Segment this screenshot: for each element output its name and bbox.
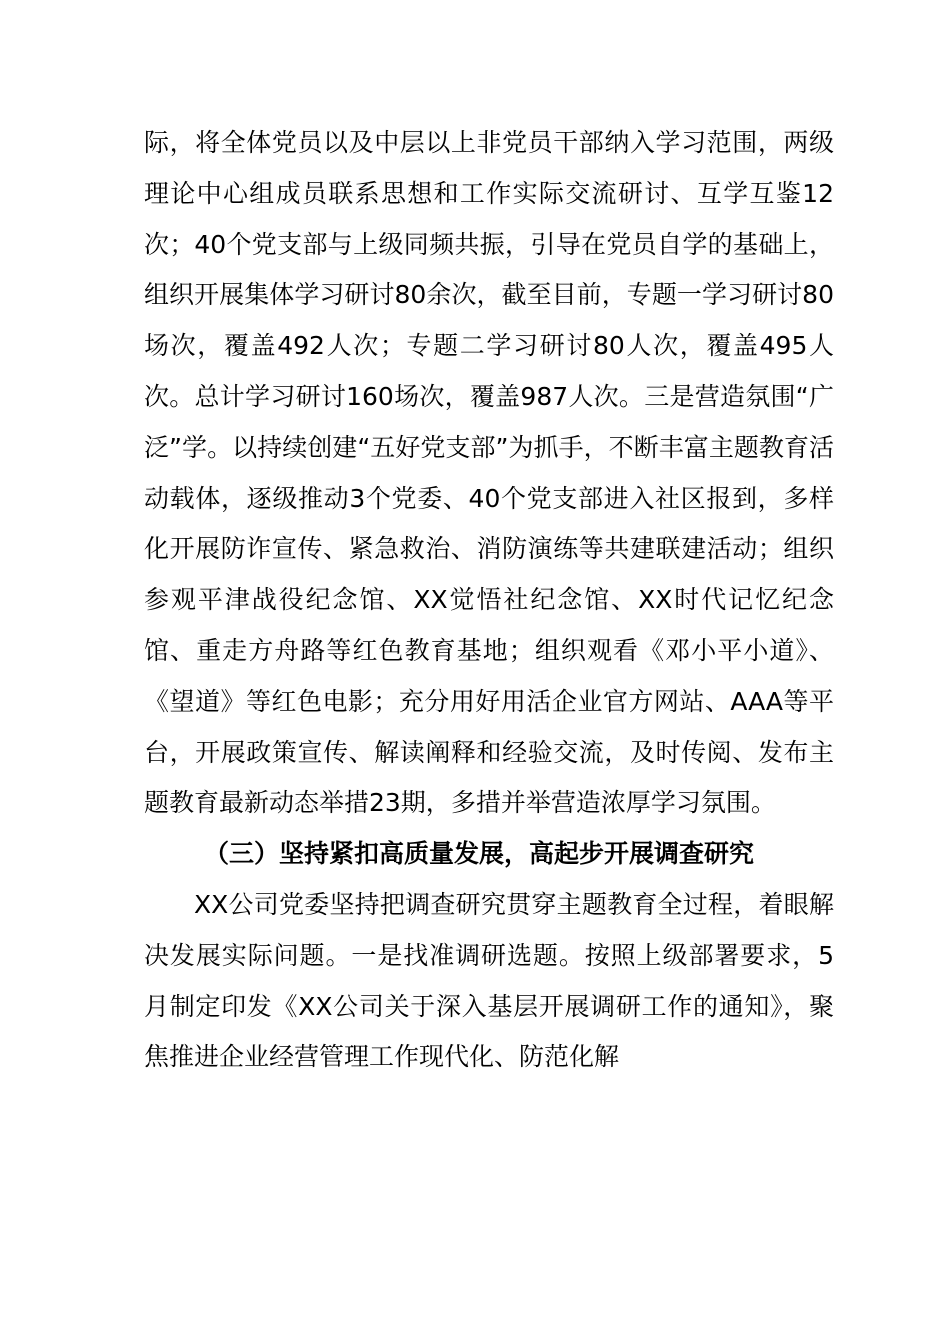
document-body (144, 118, 834, 1083)
paragraph-continuation: 际，将全体党员以及中层以上非党员干部纳入学习范围，两级理论中心组成员联系思想和工作实际交流研讨、互学互鉴12次；40个党支部与上级同频共振，引导在党员自学的基础上，组织开展集体学习研讨80余次，截至目前，专题一学习研讨80场次，覆盖492人次；专题二学习研讨80人次，覆盖495人次。总计学习研讨160场次，覆盖987人次。三是营造氛围“广泛”学。以持续创建“五好党支部”为抓手，不断丰富主题教育活动载体，逐级推动3个党委、40个党支部进入社区报到，多样化开展防诈宣传、紧急救治、消防演练等共建联建活动；组织参观平津战役纪念馆、XX觉悟社纪念馆、XX时代记忆纪念馆、重走方舟路等红色教育基地；组织观看《邓小平小道》、《望道》等红色电影；充分用好用活企业官方网站、AAA等平台，开展政策宣传、解读阐释和经验交流，及时传阅、发布主题教育最新动态举措23期，多措并举营造浓厚学习氛围。 (144, 128, 834, 818)
paragraph-section-3: XX公司党委坚持把调查研究贯穿主题教育全过程，着眼解决发展实际问题。一是找准调研选题。按照上级部署要求，5月制定印发《XX公司关于深入基层开展调研工作的通知》，聚焦推进企业经营管理工作现代化、防范化解 (144, 889, 834, 1072)
section-heading-3: （三）坚持紧扣高质量发展，高起步开展调查研究 (204, 839, 755, 869)
